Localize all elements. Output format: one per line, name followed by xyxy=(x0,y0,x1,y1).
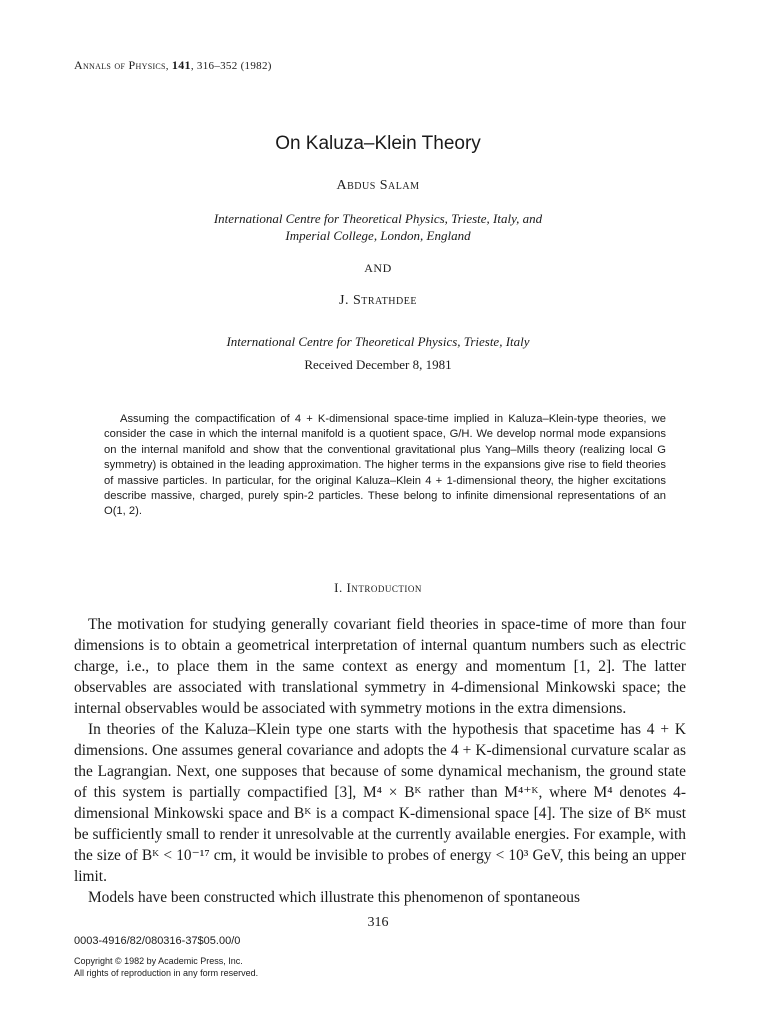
abstract: Assuming the compactification of 4 + K-dimensional space-time implied in Kaluza–Klein-type theories, we consider the case in which the internal manifold is a quotient space, G/H. We develop normal mode expansions on the internal manifold and show that the conventional gravitational plus Yang–Mills theory (realizing local G symmetry) is obtained in the leading approximation. The higher terms in the expansions give rise to field theories of massive particles. In particular, for the original Kaluza–Klein 4 + 1-dimensional theory, the higher excitations describe massive, charged, purely spin-2 particles. These belong to infinite dimensional representations of an O(1, 2). xyxy=(104,413,666,518)
page-number: 316 xyxy=(367,915,389,930)
paragraph-1: The motivation for studying generally covariant field theories in space-time of more than four dimensions is to obtain a geometrical interpretation of internal quantum numbers such as electric charge, i.e., to place them in the same context as energy and momentum [1, 2]. The latter observables are associated with translational symmetry in 4-dimensional Minkowski space; the internal observables would be associated with symmetry motions in the extra dimensions. xyxy=(74,616,686,717)
footer xyxy=(74,935,258,979)
section-heading: I. Introduction xyxy=(334,580,422,595)
journal-pages-year: , 316–352 (1982) xyxy=(190,60,272,72)
paragraph-3: Models have been constructed which illustrate this phenomenon of spontaneous xyxy=(88,889,580,906)
article-code: 0003-4916/82/080316-37$05.00/0 xyxy=(74,935,241,947)
author-1-affiliation-line-1: International Centre for Theoretical Physics, Trieste, Italy, and xyxy=(213,211,543,226)
author-1-affiliation-line-2: Imperial College, London, England xyxy=(285,228,471,243)
journal-name: Annals of Physics xyxy=(74,58,166,72)
journal-separator: , xyxy=(165,60,169,72)
author-1-name: Abdus Salam xyxy=(336,178,420,193)
author-2-name: J. Strathdee xyxy=(339,293,417,308)
author-separator: AND xyxy=(364,261,392,275)
received-date: Received December 8, 1981 xyxy=(304,357,452,372)
paragraph-2: In theories of the Kaluza–Klein type one starts with the hypothesis that spacetime has 4 + K dimensions. One assumes general covariance and adopts the 4 + K-dimensional curvature scalar as the Lagrangian. Next, one supposes that because of some dynamical mechanism, the ground state of this system is partially compactified [3], M⁴ × Bᴷ rather than M⁴⁺ᴷ, where M⁴ denotes 4-dimensional Minkowski space and Bᴷ is a compact K-dimensional space [4]. The size of Bᴷ must be sufficiently small to render it unresolvable at the currently available energies. For example, with the size of Bᴷ < 10⁻¹⁷ cm, it would be invisible to probes of energy < 10³ GeV, this being an upper limit. xyxy=(74,721,686,885)
journal-volume: 141 xyxy=(171,58,191,72)
rights-line: All rights of reproduction in any form reserved. xyxy=(74,968,259,978)
journal-header xyxy=(74,58,272,73)
body-text xyxy=(74,614,686,908)
paper-title: On Kaluza–Klein Theory xyxy=(275,133,481,154)
author-2-affiliation-line-1: International Centre for Theoretical Physics, Trieste, Italy xyxy=(226,334,530,349)
copyright-line: Copyright © 1982 by Academic Press, Inc. xyxy=(74,956,243,966)
